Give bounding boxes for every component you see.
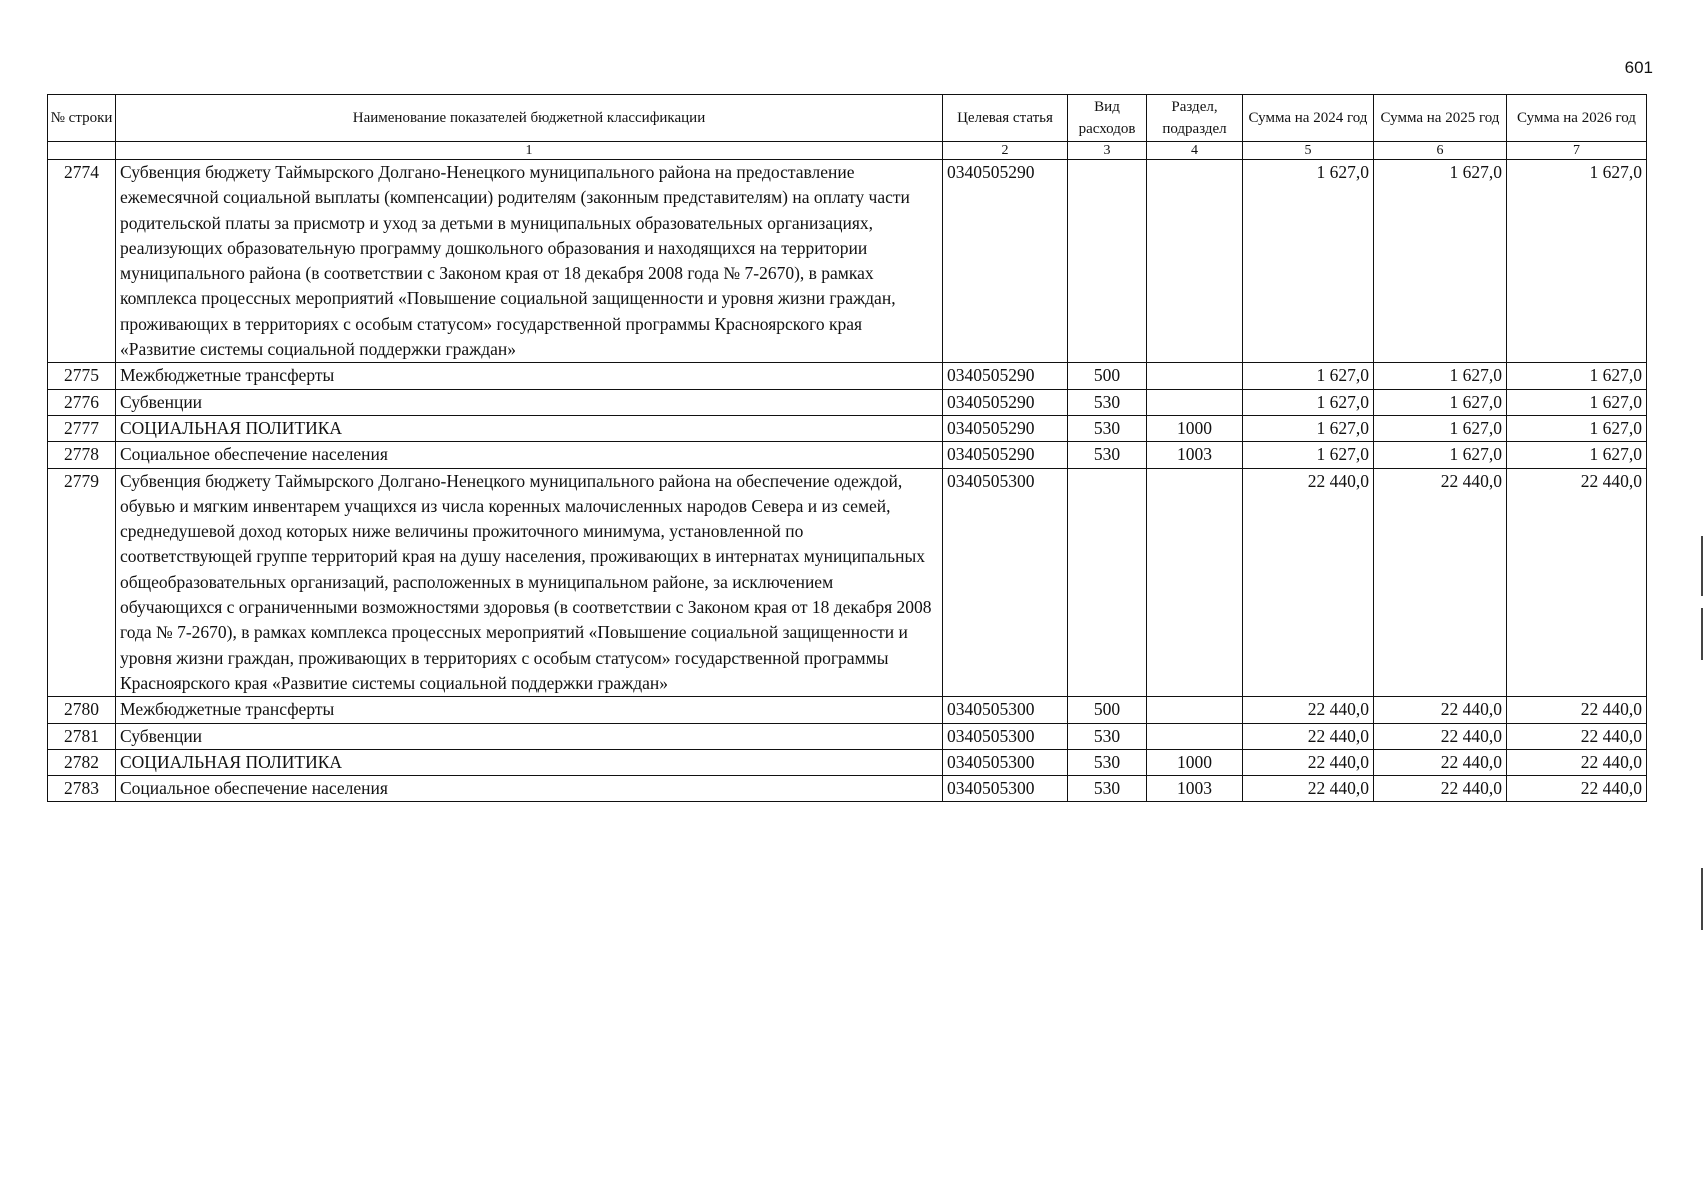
- column-number-cell: 5: [1243, 142, 1374, 160]
- expense-type-cell: 530: [1068, 415, 1147, 441]
- column-number-row: [48, 142, 1647, 160]
- row-number-cell: 2775: [48, 363, 116, 389]
- column-number-cell: 2: [943, 142, 1068, 160]
- row-number-cell: 2783: [48, 776, 116, 802]
- row-number-cell: 2781: [48, 723, 116, 749]
- table-row: [48, 363, 1647, 389]
- header-cell: Целевая статья: [943, 95, 1068, 142]
- indicator-name-cell: Субвенции: [116, 723, 943, 749]
- column-number-cell: 6: [1374, 142, 1507, 160]
- sum-2025-cell: 1 627,0: [1374, 415, 1507, 441]
- sum-2024-cell: 22 440,0: [1243, 468, 1374, 697]
- header-cell: № строки: [48, 95, 116, 142]
- header-row: [48, 95, 1647, 142]
- sum-2024-cell: 1 627,0: [1243, 389, 1374, 415]
- section-cell: [1147, 363, 1243, 389]
- sum-2025-cell: 22 440,0: [1374, 697, 1507, 723]
- sum-2024-cell: 22 440,0: [1243, 723, 1374, 749]
- target-article-cell: 0340505290: [943, 415, 1068, 441]
- sum-2024-cell: 22 440,0: [1243, 697, 1374, 723]
- header-cell: Вид расходов: [1068, 95, 1147, 142]
- header-cell: Раздел, подраздел: [1147, 95, 1243, 142]
- sum-2026-cell: 1 627,0: [1507, 415, 1647, 441]
- indicator-name-cell: Социальное обеспечение населения: [116, 776, 943, 802]
- table-row: [48, 415, 1647, 441]
- section-cell: 1003: [1147, 776, 1243, 802]
- expense-type-cell: 530: [1068, 389, 1147, 415]
- expense-type-cell: 500: [1068, 363, 1147, 389]
- column-number-cell: 3: [1068, 142, 1147, 160]
- target-article-cell: 0340505290: [943, 442, 1068, 468]
- sum-2026-cell: 22 440,0: [1507, 468, 1647, 697]
- indicator-name-cell: Межбюджетные трансферты: [116, 363, 943, 389]
- sum-2025-cell: 1 627,0: [1374, 389, 1507, 415]
- row-number-cell: 2776: [48, 389, 116, 415]
- indicator-name-cell: Субвенция бюджету Таймырского Долгано-Ненецкого муниципального района на предоставление ежемесячной социальной выплаты (компенсации) родителям (законным представителям) на оплату части родительской платы за присмотр и уход за детьми в муниципальных образовательных организациях, реализующих образовательную программу дошкольного образования и находящихся на территории муниципального района (в соответствии с Законом края от 18 декабря 2008 года № 7-2670), в рамках комплекса процессных мероприятий «Повышение социальной защищенности и уровня жизни граждан, проживающих в территориях с особым статусом» государственной программы Красноярского края «Развитие системы социальной поддержки граждан»: [116, 160, 943, 363]
- header-cell: Сумма на 2024 год: [1243, 95, 1374, 142]
- column-number-cell: 4: [1147, 142, 1243, 160]
- sum-2026-cell: 1 627,0: [1507, 389, 1647, 415]
- row-number-cell: 2779: [48, 468, 116, 697]
- header-cell: Сумма на 2025 год: [1374, 95, 1507, 142]
- sum-2024-cell: 1 627,0: [1243, 415, 1374, 441]
- expense-type-cell: 500: [1068, 697, 1147, 723]
- sum-2026-cell: 1 627,0: [1507, 160, 1647, 363]
- sum-2025-cell: 22 440,0: [1374, 749, 1507, 775]
- indicator-name-cell: Субвенции: [116, 389, 943, 415]
- row-number-cell: 2782: [48, 749, 116, 775]
- table-row: [48, 776, 1647, 802]
- sum-2026-cell: 22 440,0: [1507, 723, 1647, 749]
- column-number-cell: 1: [116, 142, 943, 160]
- section-cell: 1000: [1147, 415, 1243, 441]
- scan-artifact: [1701, 536, 1703, 596]
- table-row: [48, 160, 1647, 363]
- table-row: [48, 468, 1647, 697]
- expense-type-cell: [1068, 468, 1147, 697]
- target-article-cell: 0340505300: [943, 468, 1068, 697]
- section-cell: [1147, 160, 1243, 363]
- expense-type-cell: [1068, 160, 1147, 363]
- section-cell: 1000: [1147, 749, 1243, 775]
- scan-artifact: [1701, 608, 1703, 660]
- indicator-name-cell: Межбюджетные трансферты: [116, 697, 943, 723]
- budget-sheet: [47, 94, 1646, 802]
- sum-2025-cell: 22 440,0: [1374, 776, 1507, 802]
- sum-2025-cell: 1 627,0: [1374, 160, 1507, 363]
- expense-type-cell: 530: [1068, 749, 1147, 775]
- indicator-name-cell: Субвенция бюджету Таймырского Долгано-Ненецкого муниципального района на обеспечение одеждой, обувью и мягким инвентарем учащихся из числа коренных малочисленных народов Севера и из семей, среднедушевой доход которых ниже величины прожиточного минимума, установленной по соответствующей группе территорий края на душу населения, проживающих в интернатах муниципальных общеобразовательных организаций, расположенных в муниципальном районе, за исключением обучающихся с ограниченными возможностями здоровья (в соответствии с Законом края от 18 декабря 2008 года № 7-2670), в рамках комплекса процессных мероприятий «Повышение социальной защищенности и уровня жизни граждан, проживающих в территориях с особым статусом» государственной программы Красноярского края «Развитие системы социальной поддержки граждан»: [116, 468, 943, 697]
- target-article-cell: 0340505300: [943, 776, 1068, 802]
- sum-2026-cell: 22 440,0: [1507, 749, 1647, 775]
- expense-type-cell: 530: [1068, 776, 1147, 802]
- target-article-cell: 0340505290: [943, 389, 1068, 415]
- table-body: [48, 160, 1647, 802]
- target-article-cell: 0340505300: [943, 749, 1068, 775]
- sum-2026-cell: 22 440,0: [1507, 697, 1647, 723]
- header-cell: Сумма на 2026 год: [1507, 95, 1647, 142]
- indicator-name-cell: СОЦИАЛЬНАЯ ПОЛИТИКА: [116, 749, 943, 775]
- row-number-cell: 2774: [48, 160, 116, 363]
- table-row: [48, 697, 1647, 723]
- target-article-cell: 0340505300: [943, 723, 1068, 749]
- sum-2025-cell: 22 440,0: [1374, 468, 1507, 697]
- sum-2025-cell: 1 627,0: [1374, 363, 1507, 389]
- indicator-name-cell: Социальное обеспечение населения: [116, 442, 943, 468]
- indicator-name-cell: СОЦИАЛЬНАЯ ПОЛИТИКА: [116, 415, 943, 441]
- column-number-cell: 7: [1507, 142, 1647, 160]
- section-cell: [1147, 723, 1243, 749]
- target-article-cell: 0340505290: [943, 160, 1068, 363]
- section-cell: [1147, 697, 1243, 723]
- sum-2026-cell: 1 627,0: [1507, 442, 1647, 468]
- header-cell: Наименование показателей бюджетной классификации: [116, 95, 943, 142]
- expense-type-cell: 530: [1068, 723, 1147, 749]
- sum-2024-cell: 1 627,0: [1243, 363, 1374, 389]
- sum-2024-cell: 22 440,0: [1243, 776, 1374, 802]
- sum-2026-cell: 22 440,0: [1507, 776, 1647, 802]
- sum-2026-cell: 1 627,0: [1507, 363, 1647, 389]
- section-cell: [1147, 468, 1243, 697]
- sum-2025-cell: 22 440,0: [1374, 723, 1507, 749]
- target-article-cell: 0340505290: [943, 363, 1068, 389]
- row-number-cell: 2777: [48, 415, 116, 441]
- section-cell: [1147, 389, 1243, 415]
- page-number: 601: [1624, 58, 1653, 77]
- sum-2024-cell: 1 627,0: [1243, 442, 1374, 468]
- section-cell: 1003: [1147, 442, 1243, 468]
- sum-2024-cell: 1 627,0: [1243, 160, 1374, 363]
- column-number-cell: [48, 142, 116, 160]
- table-row: [48, 723, 1647, 749]
- target-article-cell: 0340505300: [943, 697, 1068, 723]
- budget-table: [47, 94, 1647, 802]
- scan-artifact: [1701, 868, 1703, 930]
- table-row: [48, 442, 1647, 468]
- table-row: [48, 389, 1647, 415]
- table-row: [48, 749, 1647, 775]
- sum-2024-cell: 22 440,0: [1243, 749, 1374, 775]
- row-number-cell: 2778: [48, 442, 116, 468]
- expense-type-cell: 530: [1068, 442, 1147, 468]
- sum-2025-cell: 1 627,0: [1374, 442, 1507, 468]
- row-number-cell: 2780: [48, 697, 116, 723]
